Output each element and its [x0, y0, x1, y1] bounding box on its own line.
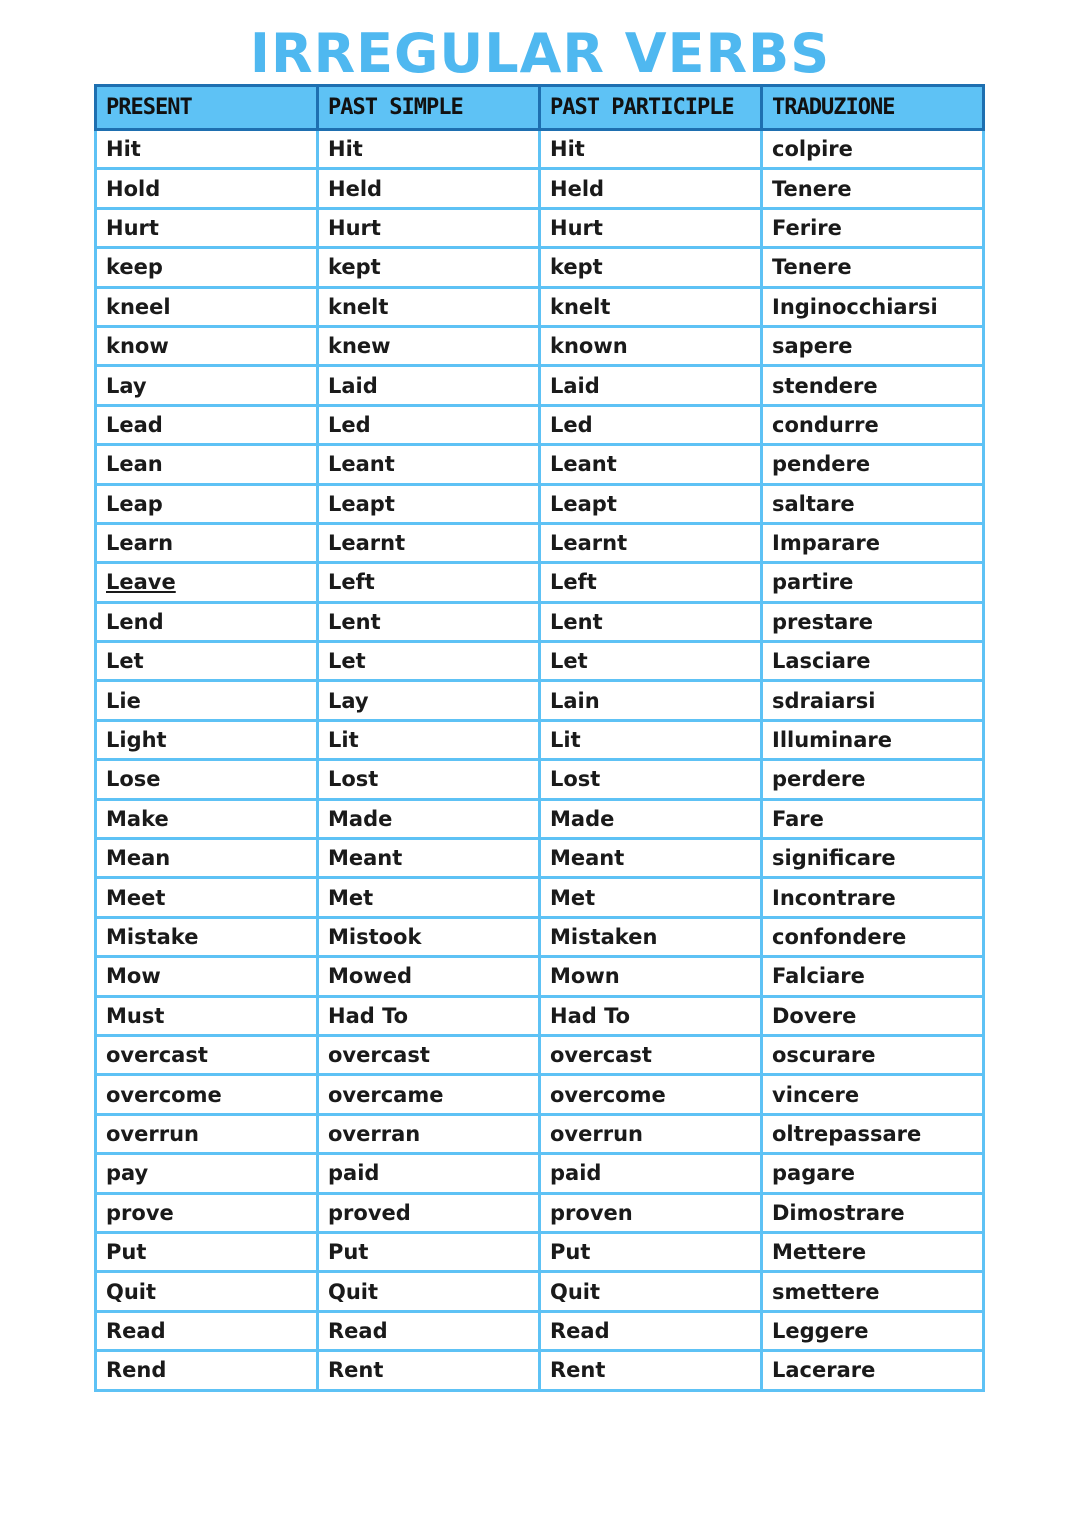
cell-traduzione: stendere [762, 366, 984, 405]
cell-present: Lie [96, 681, 318, 720]
cell-present: Meet [96, 878, 318, 917]
cell-present: overcast [96, 1035, 318, 1074]
table-row [96, 130, 984, 169]
cell-past-participle: Read [540, 1311, 762, 1350]
cell-past-simple: overcast [318, 1035, 540, 1074]
cell-present: Light [96, 720, 318, 759]
cell-past-simple: Put [318, 1232, 540, 1271]
cell-traduzione: pagare [762, 1154, 984, 1193]
cell-present [96, 563, 318, 602]
page-title: IRREGULAR VERBS [249, 22, 831, 85]
cell-past-simple: Had To [318, 996, 540, 1035]
cell-past-participle: Rent [540, 1351, 762, 1390]
cell-present: Rend [96, 1351, 318, 1390]
cell-traduzione: sdraiarsi [762, 681, 984, 720]
cell-past-participle: proven [540, 1193, 762, 1232]
cell-present: pay [96, 1154, 318, 1193]
cell-traduzione: Fare [762, 799, 984, 838]
table-row [96, 445, 984, 484]
cell-present: Put [96, 1232, 318, 1271]
cell-past-simple: overran [318, 1114, 540, 1153]
cell-past-participle: Mistaken [540, 917, 762, 956]
cell-present: Hurt [96, 208, 318, 247]
cell-present: Must [96, 996, 318, 1035]
table-row [96, 169, 984, 208]
cell-past-simple: Led [318, 405, 540, 444]
cell-past-participle: Hit [540, 130, 762, 169]
table-row [96, 1114, 984, 1153]
cell-past-simple: Quit [318, 1272, 540, 1311]
table-row [96, 1272, 984, 1311]
cell-past-participle: Held [540, 169, 762, 208]
table-row [96, 248, 984, 287]
cell-traduzione: Ferire [762, 208, 984, 247]
table-row [96, 405, 984, 444]
cell-traduzione: Tenere [762, 169, 984, 208]
cell-traduzione: colpire [762, 130, 984, 169]
table-row [96, 642, 984, 681]
cell-past-simple: Lost [318, 760, 540, 799]
cell-past-simple: Let [318, 642, 540, 681]
cell-past-participle: paid [540, 1154, 762, 1193]
table-row [96, 366, 984, 405]
cell-past-simple: Learnt [318, 523, 540, 562]
cell-past-simple: Hit [318, 130, 540, 169]
cell-present: prove [96, 1193, 318, 1232]
cell-past-simple: overcame [318, 1075, 540, 1114]
cell-past-simple: Lent [318, 602, 540, 641]
header-past-simple: PAST SIMPLE [318, 86, 540, 130]
verbs-table-body [96, 130, 984, 1391]
cell-past-participle: Met [540, 878, 762, 917]
cell-present: Mean [96, 839, 318, 878]
table-row [96, 681, 984, 720]
table-row [96, 1193, 984, 1232]
table-row [96, 208, 984, 247]
cell-past-participle: Lent [540, 602, 762, 641]
cell-past-participle: Laid [540, 366, 762, 405]
table-row [96, 799, 984, 838]
cell-past-simple: Meant [318, 839, 540, 878]
table-row [96, 326, 984, 365]
cell-past-simple: Laid [318, 366, 540, 405]
cell-traduzione: Inginocchiarsi [762, 287, 984, 326]
cell-past-simple: Read [318, 1311, 540, 1350]
cell-present: Lend [96, 602, 318, 641]
table-row [96, 1035, 984, 1074]
cell-present: Learn [96, 523, 318, 562]
cell-traduzione: condurre [762, 405, 984, 444]
cell-traduzione: significare [762, 839, 984, 878]
cell-past-simple: paid [318, 1154, 540, 1193]
cell-traduzione: Lasciare [762, 642, 984, 681]
cell-past-participle: overcast [540, 1035, 762, 1074]
cell-past-simple: Lay [318, 681, 540, 720]
cell-past-simple: Left [318, 563, 540, 602]
table-row [96, 287, 984, 326]
cell-present: Let [96, 642, 318, 681]
table-row [96, 1311, 984, 1350]
cell-present: Quit [96, 1272, 318, 1311]
cell-present: overrun [96, 1114, 318, 1153]
cell-traduzione: prestare [762, 602, 984, 641]
cell-past-participle: Meant [540, 839, 762, 878]
cell-present: Read [96, 1311, 318, 1350]
verbs-table [94, 84, 985, 1392]
cell-traduzione: partire [762, 563, 984, 602]
cell-present: Hit [96, 130, 318, 169]
table-row [96, 878, 984, 917]
cell-present: Make [96, 799, 318, 838]
table-row [96, 917, 984, 956]
header-present: PRESENT [96, 86, 318, 130]
cell-past-participle: kept [540, 248, 762, 287]
cell-past-simple: proved [318, 1193, 540, 1232]
cell-traduzione: Imparare [762, 523, 984, 562]
cell-past-simple: Rent [318, 1351, 540, 1390]
cell-traduzione: Mettere [762, 1232, 984, 1271]
cell-traduzione: sapere [762, 326, 984, 365]
cell-traduzione: Incontrare [762, 878, 984, 917]
cell-past-participle: knelt [540, 287, 762, 326]
cell-past-simple: Leapt [318, 484, 540, 523]
cell-past-participle: Leant [540, 445, 762, 484]
table-row [96, 957, 984, 996]
table-row [96, 839, 984, 878]
cell-past-participle: Hurt [540, 208, 762, 247]
cell-past-participle: Mown [540, 957, 762, 996]
cell-traduzione: oltrepassare [762, 1114, 984, 1153]
cell-traduzione: Falciare [762, 957, 984, 996]
cell-past-simple: Leant [318, 445, 540, 484]
cell-present: know [96, 326, 318, 365]
cell-traduzione: perdere [762, 760, 984, 799]
header-traduzione: TRADUZIONE [762, 86, 984, 130]
cell-traduzione: saltare [762, 484, 984, 523]
cell-past-simple: Made [318, 799, 540, 838]
cell-present: Lead [96, 405, 318, 444]
cell-traduzione: Illuminare [762, 720, 984, 759]
table-row [96, 1075, 984, 1114]
cell-present: Lean [96, 445, 318, 484]
table-row [96, 1232, 984, 1271]
cell-past-simple: knelt [318, 287, 540, 326]
cell-traduzione: pendere [762, 445, 984, 484]
cell-present: Lose [96, 760, 318, 799]
cell-past-simple: Held [318, 169, 540, 208]
cell-past-simple: Hurt [318, 208, 540, 247]
cell-traduzione: confondere [762, 917, 984, 956]
cell-past-simple: Lit [318, 720, 540, 759]
cell-past-simple: knew [318, 326, 540, 365]
cell-present: overcome [96, 1075, 318, 1114]
cell-traduzione: Dovere [762, 996, 984, 1035]
cell-past-participle: known [540, 326, 762, 365]
cell-present: Lay [96, 366, 318, 405]
cell-traduzione: vincere [762, 1075, 984, 1114]
cell-past-participle: Leapt [540, 484, 762, 523]
header-row [96, 86, 984, 130]
cell-past-participle: Lit [540, 720, 762, 759]
table-row [96, 720, 984, 759]
table-row [96, 760, 984, 799]
cell-past-participle: Left [540, 563, 762, 602]
table-row [96, 996, 984, 1035]
cell-past-participle: overrun [540, 1114, 762, 1153]
cell-present: Hold [96, 169, 318, 208]
cell-past-participle: Led [540, 405, 762, 444]
cell-past-participle: Made [540, 799, 762, 838]
table-row [96, 563, 984, 602]
table-row [96, 1351, 984, 1390]
cell-past-participle: Put [540, 1232, 762, 1271]
cell-past-simple: Mistook [318, 917, 540, 956]
cell-past-simple: Mowed [318, 957, 540, 996]
table-row [96, 484, 984, 523]
cell-past-participle: overcome [540, 1075, 762, 1114]
cell-past-participle: Lain [540, 681, 762, 720]
cell-past-participle: Learnt [540, 523, 762, 562]
table-row [96, 602, 984, 641]
cell-past-simple: Met [318, 878, 540, 917]
cell-present: kneel [96, 287, 318, 326]
cell-past-participle: Had To [540, 996, 762, 1035]
cell-past-participle: Lost [540, 760, 762, 799]
cell-present: Mistake [96, 917, 318, 956]
table-row [96, 1154, 984, 1193]
underlined-verb: Leave [106, 570, 176, 595]
table-row [96, 523, 984, 562]
cell-present: keep [96, 248, 318, 287]
cell-present: Mow [96, 957, 318, 996]
cell-traduzione: Leggere [762, 1311, 984, 1350]
cell-traduzione: Dimostrare [762, 1193, 984, 1232]
cell-past-participle: Quit [540, 1272, 762, 1311]
header-past-participle: PAST PARTICIPLE [540, 86, 762, 130]
cell-past-participle: Let [540, 642, 762, 681]
cell-present: Leap [96, 484, 318, 523]
cell-traduzione: Lacerare [762, 1351, 984, 1390]
cell-traduzione: Tenere [762, 248, 984, 287]
cell-traduzione: oscurare [762, 1035, 984, 1074]
cell-traduzione: smettere [762, 1272, 984, 1311]
cell-past-simple: kept [318, 248, 540, 287]
